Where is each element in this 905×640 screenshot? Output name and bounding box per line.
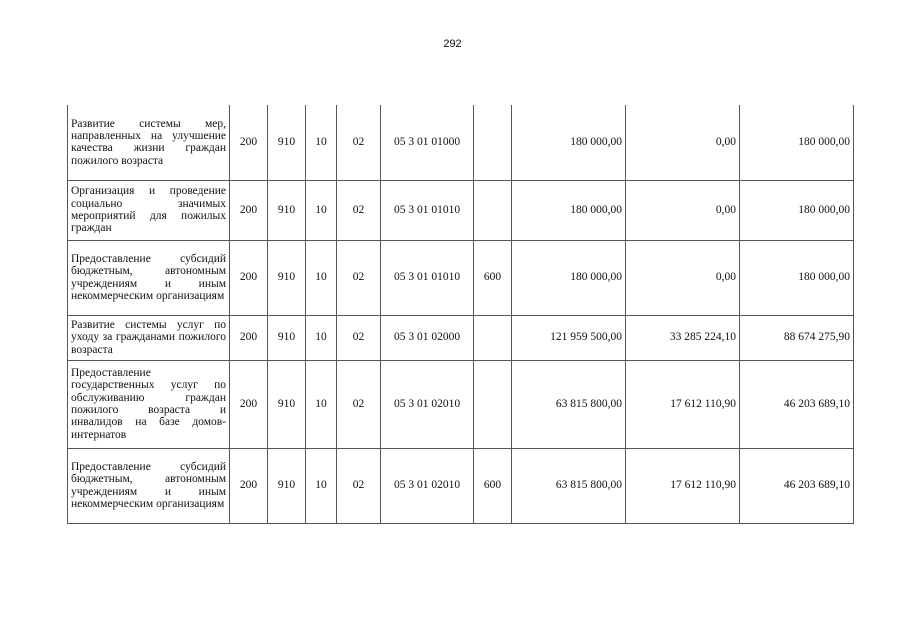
subsection-code-cell: 02	[337, 360, 381, 448]
row-name-cell: Предоставление субсидий бюджетным, автономным учреждениям и иным некоммерческим организациям	[68, 448, 230, 523]
target-code-cell: 05 3 01 01010	[381, 240, 474, 315]
ministry-code-cell: 910	[268, 240, 306, 315]
plan-amount-cell: 180 000,00	[512, 240, 626, 315]
expense-type-cell	[474, 180, 512, 240]
plan-amount-cell: 180 000,00	[512, 105, 626, 180]
table-row	[68, 105, 854, 180]
subsection-code-cell: 02	[337, 105, 381, 180]
subsection-code-cell: 02	[337, 315, 381, 360]
admin-code-cell: 200	[230, 315, 268, 360]
admin-code-cell: 200	[230, 360, 268, 448]
section-code-cell: 10	[306, 105, 337, 180]
target-code-cell: 05 3 01 01010	[381, 180, 474, 240]
section-code-cell: 10	[306, 240, 337, 315]
remaining-amount-cell: 46 203 689,10	[740, 448, 854, 523]
section-code-cell: 10	[306, 180, 337, 240]
target-code-cell: 05 3 01 02010	[381, 448, 474, 523]
admin-code-cell: 200	[230, 240, 268, 315]
expense-type-cell: 600	[474, 240, 512, 315]
ministry-code-cell: 910	[268, 360, 306, 448]
ministry-code-cell: 910	[268, 315, 306, 360]
row-name-cell: Развитие системы услуг по уходу за гражданами пожилого возраста	[68, 315, 230, 360]
section-code-cell: 10	[306, 315, 337, 360]
section-code-cell: 10	[306, 360, 337, 448]
executed-amount-cell: 0,00	[626, 180, 740, 240]
subsection-code-cell: 02	[337, 448, 381, 523]
target-code-cell: 05 3 01 02000	[381, 315, 474, 360]
plan-amount-cell: 121 959 500,00	[512, 315, 626, 360]
admin-code-cell: 200	[230, 105, 268, 180]
plan-amount-cell: 180 000,00	[512, 180, 626, 240]
admin-code-cell: 200	[230, 180, 268, 240]
section-code-cell: 10	[306, 448, 337, 523]
executed-amount-cell: 0,00	[626, 105, 740, 180]
plan-amount-cell: 63 815 800,00	[512, 448, 626, 523]
executed-amount-cell: 33 285 224,10	[626, 315, 740, 360]
remaining-amount-cell: 46 203 689,10	[740, 360, 854, 448]
remaining-amount-cell: 180 000,00	[740, 240, 854, 315]
table-row	[68, 448, 854, 523]
row-name-cell: Организация и проведение социально значимых мероприятий для пожилых граждан	[68, 180, 230, 240]
remaining-amount-cell: 88 674 275,90	[740, 315, 854, 360]
remaining-amount-cell: 180 000,00	[740, 105, 854, 180]
ministry-code-cell: 910	[268, 105, 306, 180]
expense-type-cell	[474, 315, 512, 360]
admin-code-cell: 200	[230, 448, 268, 523]
table-row	[68, 315, 854, 360]
page-number: 292	[443, 38, 462, 50]
target-code-cell: 05 3 01 02010	[381, 360, 474, 448]
row-name-cell: Предоставление субсидий бюджетным, автономным учреждениям и иным некоммерческим организациям	[68, 240, 230, 315]
subsection-code-cell: 02	[337, 180, 381, 240]
target-code-cell: 05 3 01 01000	[381, 105, 474, 180]
plan-amount-cell: 63 815 800,00	[512, 360, 626, 448]
table-row	[68, 240, 854, 315]
executed-amount-cell: 17 612 110,90	[626, 360, 740, 448]
subsection-code-cell: 02	[337, 240, 381, 315]
executed-amount-cell: 17 612 110,90	[626, 448, 740, 523]
expense-type-cell	[474, 105, 512, 180]
executed-amount-cell: 0,00	[626, 240, 740, 315]
remaining-amount-cell: 180 000,00	[740, 180, 854, 240]
ministry-code-cell: 910	[268, 448, 306, 523]
row-name-cell: Предоставление государственных услуг по обслуживанию граждан пожилого возраста и инвалидов на базе домов-интернатов	[68, 360, 230, 448]
budget-table	[67, 105, 854, 524]
expense-type-cell	[474, 360, 512, 448]
expense-type-cell: 600	[474, 448, 512, 523]
ministry-code-cell: 910	[268, 180, 306, 240]
table-row	[68, 180, 854, 240]
row-name-cell: Развитие системы мер, направленных на улучшение качества жизни граждан пожилого возраста	[68, 105, 230, 180]
table-row	[68, 360, 854, 448]
